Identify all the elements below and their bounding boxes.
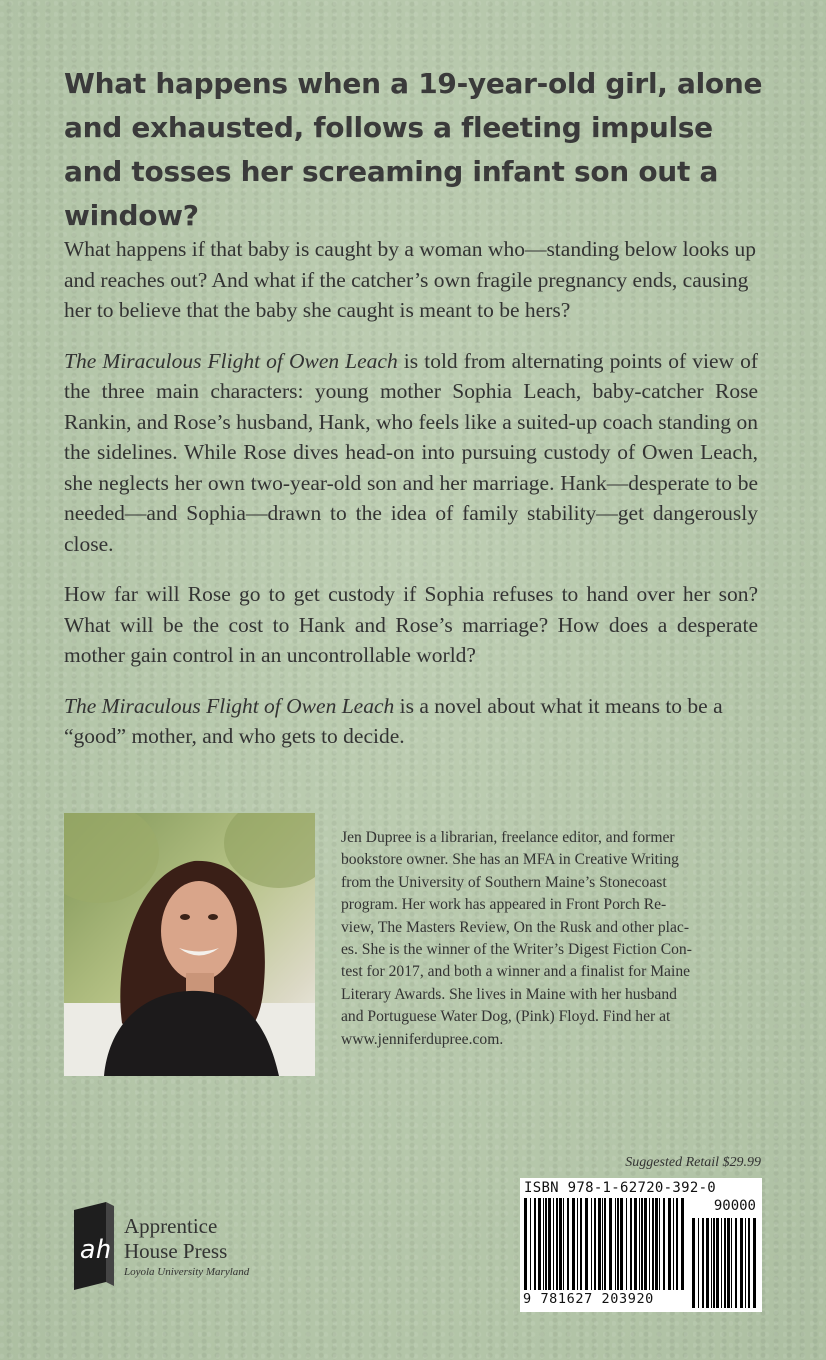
barcode-bar <box>580 1198 582 1290</box>
paragraph-text: How far will Rose go to get custody if Sophia refuses to hand over her son? What will be the cost to Hank and Rose’s marriage? How does a desperate mother gain control in an uncontrollable world? <box>64 582 758 667</box>
barcode-bar <box>668 1198 671 1290</box>
author-bio: Jen Dupree is a librarian, freelance editor, and former bookstore owner. She has an MFA in Creative Writing from the University of Southern Maine’s Stonecoast program. Her work has appeared in Front Porch Re- view, The Masters Review, On the Rusk and other plac- es. She is the winner of the Writer’s Digest Fiction Con- test for 2017, and both a winner and a finalist for Maine Literary Awards. She lives in Maine with her husband and Portuguese Water Dog, (Pink) Floyd. Find her at www.jenniferdupree.com. <box>341 829 692 1048</box>
barcode-bar <box>681 1198 684 1290</box>
barcode-bar <box>692 1218 695 1308</box>
barcode-bar <box>626 1198 627 1290</box>
barcode-bar <box>676 1198 678 1290</box>
barcode-bar <box>543 1198 544 1290</box>
barcode-bar <box>567 1198 569 1290</box>
book-title-italic: The Miraculous Flight of Owen Leach <box>64 348 398 373</box>
publisher-subtitle: Loyola University Maryland <box>124 1266 250 1278</box>
barcode-bar <box>615 1198 616 1290</box>
suggested-retail-price: Suggested Retail $29.99 <box>625 1155 761 1170</box>
barcode-bar <box>735 1218 737 1308</box>
svg-text:ah: ah <box>80 1235 112 1265</box>
publisher-name: Apprentice House Press <box>124 1214 228 1263</box>
barcode-bar <box>639 1198 640 1290</box>
synopsis <box>64 234 758 772</box>
barcode-bar <box>634 1198 637 1290</box>
barcode-bar <box>702 1218 704 1308</box>
barcode-bar <box>711 1218 712 1308</box>
barcode-bar <box>620 1198 623 1290</box>
barcode-bar <box>617 1198 619 1290</box>
barcode-bar <box>724 1218 726 1308</box>
isbn-number: ISBN 978-1-62720-392-0 <box>524 1180 717 1196</box>
synopsis-paragraph-4 <box>64 691 758 752</box>
paragraph-text: is a novel about what it means to be a “good” mother, and who gets to decide. <box>64 693 723 748</box>
headline: What happens when a 19-year-old girl, alone and exhausted, follows a fleeting impulse and tosses her screaming infant son out a window? <box>64 67 763 232</box>
barcode-bar <box>655 1198 658 1290</box>
barcode-bar <box>745 1218 746 1308</box>
barcode-bar <box>563 1198 564 1290</box>
barcode-bar <box>585 1198 588 1290</box>
author-photo <box>64 813 315 1076</box>
ean-digits: 9 781627 203920 <box>523 1291 654 1307</box>
barcode-bar <box>731 1218 732 1308</box>
barcode-bar <box>602 1198 603 1290</box>
barcode-bar <box>659 1198 660 1290</box>
barcode-bar <box>740 1218 743 1308</box>
barcode-bar <box>727 1218 730 1308</box>
barcode-bar <box>538 1198 541 1290</box>
barcode-bar <box>577 1198 578 1290</box>
book-icon <box>72 1200 120 1292</box>
barcode-bar <box>609 1198 612 1290</box>
synopsis-paragraph-2 <box>64 346 758 560</box>
barcode-bar <box>652 1198 654 1290</box>
barcode-bar <box>644 1198 647 1290</box>
barcode-bar <box>698 1218 699 1308</box>
barcode-bar <box>721 1218 722 1308</box>
barcode-bar <box>753 1218 756 1308</box>
paragraph-text: What happens if that baby is caught by a woman who—standing below looks up and reaches out? And what if the catcher’s own fragile pregnancy ends, causing her to believe that the baby she caught is meant to be hers? <box>64 237 757 322</box>
barcode-bar <box>748 1218 750 1308</box>
barcode-bar <box>673 1198 674 1290</box>
barcode-bar <box>594 1198 596 1290</box>
price-addon-code: 90000 <box>713 1198 756 1214</box>
barcode-bar <box>663 1198 665 1290</box>
barcode-bar <box>630 1198 632 1290</box>
barcode-bar <box>545 1198 547 1290</box>
synopsis-paragraph-3 <box>64 579 758 671</box>
publisher-logo <box>72 1200 272 1295</box>
synopsis-paragraph-1 <box>64 234 758 326</box>
barcode-bar <box>706 1218 709 1308</box>
book-title-italic: The Miraculous Flight of Owen Leach <box>64 693 395 718</box>
barcode-bar <box>553 1198 554 1290</box>
barcode-bar <box>591 1198 592 1290</box>
barcode-bar <box>534 1198 536 1290</box>
barcode-bar <box>524 1198 527 1290</box>
barcode-bar <box>598 1198 601 1290</box>
barcode-bar <box>548 1198 551 1290</box>
barcode-bar <box>713 1218 715 1308</box>
barcode-bar <box>604 1198 606 1290</box>
barcode-bar <box>649 1198 650 1290</box>
barcode-bar <box>716 1218 719 1308</box>
barcode-bar <box>559 1198 562 1290</box>
paragraph-text: is told from alternating points of view of the three main characters: young mother Sophia Leach, baby-catcher Rose Rankin, and Rose’s husband, Hank, who feels like a suited-up coach standing on the sidelines. While Rose dives head-on into pursuing custody of Owen Leach, she neglects her own two-year-old son and her marriage. Hank—desperate to be needed—and Sophia—drawn to the idea of family stability—get dangerously close. <box>64 348 758 556</box>
barcode-bar <box>641 1198 643 1290</box>
barcode-bar <box>572 1198 575 1290</box>
author-photo-illustration <box>64 813 315 1076</box>
barcode <box>520 1178 762 1312</box>
barcode-bar <box>530 1198 531 1290</box>
barcode-bar <box>556 1198 558 1290</box>
